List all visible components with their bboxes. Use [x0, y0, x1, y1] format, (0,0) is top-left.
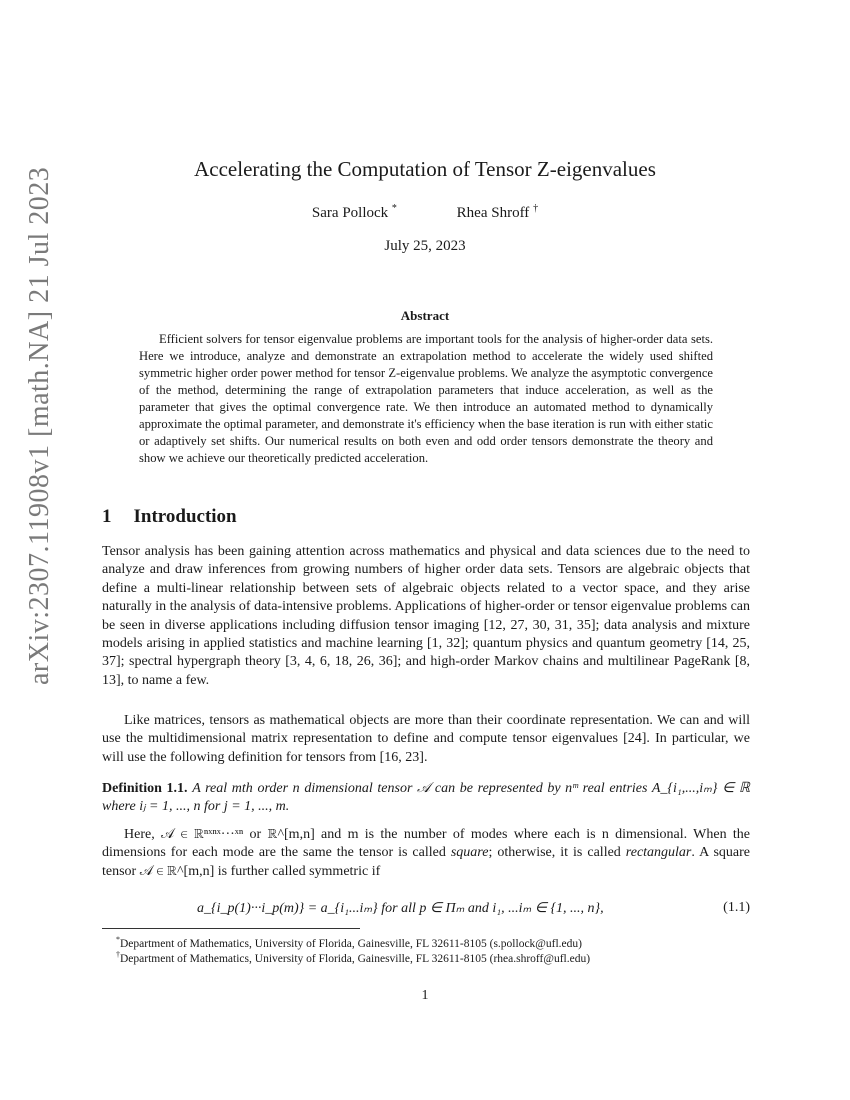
footnote-1-mark: * — [116, 935, 120, 944]
author-1-mark: * — [391, 203, 397, 214]
section-number: 1 — [102, 506, 112, 527]
footnote-divider — [102, 928, 360, 929]
author-2 — [457, 205, 538, 221]
definition-text: A real mth order n dimensional tensor 𝒜 can be represented by nᵐ real entries A_{i₁,...,iₘ} ∈ ℝ where iⱼ = 1, ..., n for j = 1, ..., m. — [102, 781, 751, 815]
footnote-2-mark: † — [116, 950, 120, 959]
footnote-2-text: Department of Mathematics, University of Florida, Gainesville, FL 32611-8105 (rhea.shroff@ufl.edu) — [120, 952, 591, 965]
abstract-heading: Abstract — [400, 308, 450, 323]
p3-term-rectangular: rectangular — [625, 845, 692, 861]
footnote-2 — [116, 947, 756, 967]
arxiv-id-text: arXiv:2307.11908v1 [math.NA] 21 Jul 2023 — [24, 166, 55, 685]
equation-number: (1.1) — [723, 900, 750, 915]
arxiv-identifier-stamp — [18, 166, 58, 685]
author-1-name: Sara Pollock — [311, 205, 389, 221]
p3-term-square: square — [450, 845, 489, 861]
author-2-mark: † — [533, 203, 539, 214]
author-2-name: Rhea Shroff — [456, 205, 530, 221]
intro-paragraph-1: Tensor analysis has been gaining attention across mathematics and physical and data sciences due to the need to analyze and draw inferences from growing numbers of higher order data sets. Tensors are algebraic objects that define a multi-linear relationship between sets of algebraic objects related to a vector space, and they arise naturally in the analysis of data-intensive problems. Applications of higher-order or tensor eigenvalue problems can be seen in diverse applications including diffusion tensor imaging [12, 27, 30, 31, 35]; data analysis and mixture models arising in applied statistics and machine learning [1, 32]; quantum physics and quantum geometry [14, 25, 37]; spectral hypergraph theory [3, 4, 6, 18, 26, 36]; and high-order Markov chains and multilinear PageRank [8, 13], to name a few. — [102, 544, 750, 688]
p3-part-b: ; otherwise, it is called — [488, 845, 626, 861]
p3-part-c: . A square tensor 𝒜 ∈ ℝ^[m,n] is further called symmetric if — [102, 845, 750, 879]
paper-title: Accelerating the Computation of Tensor Z-eigenvalues — [194, 157, 656, 181]
abstract-body: Efficient solvers for tensor eigenvalue problems are important tools for the analysis of higher-order data sets. Here we introduce, analyze and demonstrate an extrapolation method to accelerate the widely used shifted symmetric higher order power method for tensor Z-eigenvalue problems. We analyze the asymptotic convergence of the method, determining the range of extrapolation parameters that induce acceleration, as well as the parameter that gives the optimal convergence rate. We then introduce an automated method to dynamically approximate the optimal parameter, and demonstrate it's efficiency when the base iteration is run with either static or adaptively set shifts. Our numerical results on both even and odd order tensors demonstrate the theory and show we achieve our theoretically predicted acceleration. — [139, 332, 713, 465]
definition-block — [102, 780, 750, 817]
section-heading — [102, 506, 237, 528]
author-list — [0, 203, 850, 222]
footnote-1-text: Department of Mathematics, University of Florida, Gainesville, FL 32611-8105 (s.pollock@ufl.edu) — [120, 937, 582, 950]
definition-label: Definition 1.1. — [102, 781, 188, 796]
p3-part-a: Here, 𝒜 ∈ ℝⁿˣⁿˣ···ˣⁿ or ℝ^[m,n] and m is the number of modes where each is n dimensional. When the dimensions for each mode are the same the tensor is called — [102, 827, 750, 861]
section-title: Introduction — [133, 506, 237, 527]
author-1 — [312, 205, 401, 221]
equation-body: a_{i_p(1)···i_p(m)} = a_{i₁...iₘ} for all p ∈ Πₘ and i₁, ...iₘ ∈ {1, ..., n}, — [197, 901, 604, 916]
page-number: 1 — [421, 988, 429, 1003]
intro-paragraph-3 — [102, 826, 750, 881]
intro-paragraph-2: Like matrices, tensors as mathematical objects are more than their coordinate representation. We can and will use the multidimensional matrix representation to define and compute tensor eigenvalues [24]. In particular, we will use the following definition for tensors from [16, 23]. — [102, 713, 750, 765]
paper-date: July 25, 2023 — [384, 238, 466, 254]
